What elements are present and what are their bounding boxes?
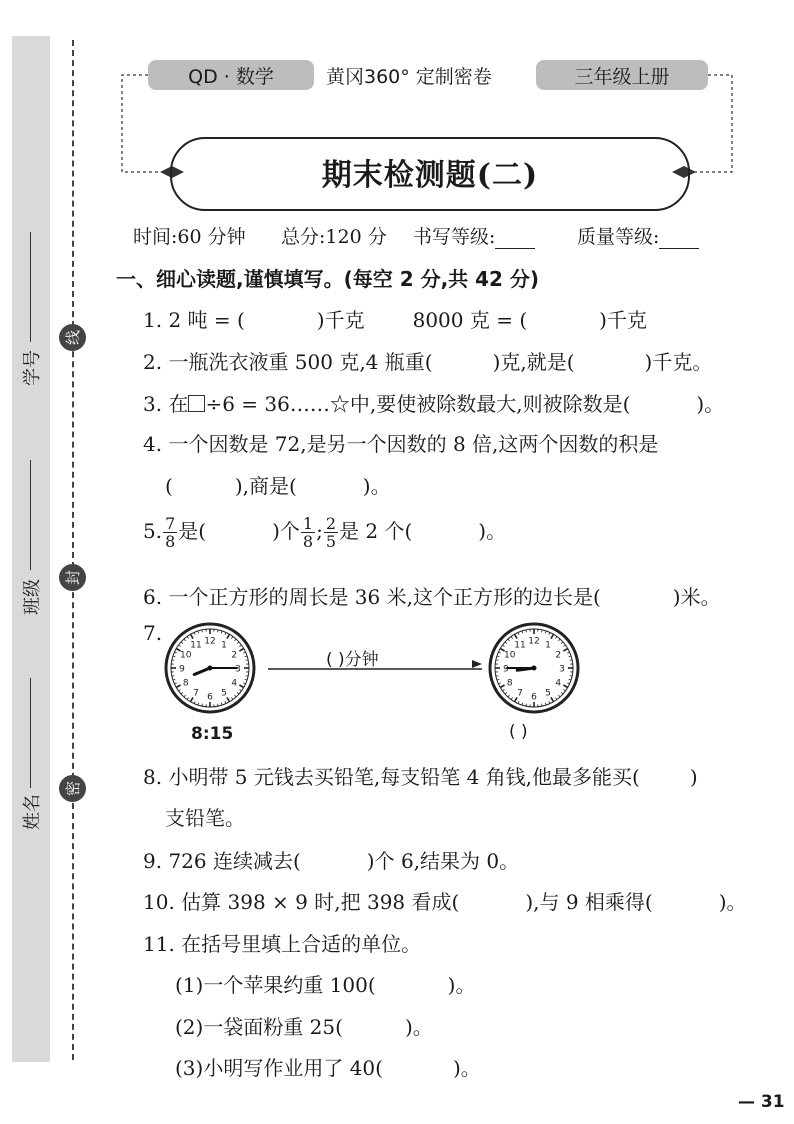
- svg-text:7: 7: [193, 688, 199, 699]
- question-8-line-2: 支铅笔。: [165, 806, 245, 830]
- class-label: 班级: [22, 579, 43, 615]
- class-line: [30, 460, 32, 570]
- total-score-info: 总分:120 分: [281, 226, 387, 248]
- square-box-icon: [188, 395, 205, 412]
- svg-text:3: 3: [235, 664, 241, 675]
- question-9: 9. 726 连续减去( )个 6,结果为 0。: [143, 849, 520, 873]
- fraction-1-8: $\frac{1}{8}$: [302, 514, 314, 551]
- quality-grade-blank[interactable]: [659, 232, 699, 249]
- svg-text:2: 2: [555, 650, 562, 661]
- student-id-line: [30, 232, 32, 342]
- svg-text:11: 11: [190, 640, 202, 651]
- clock-right-icon: [490, 624, 578, 712]
- svg-text:1: 1: [221, 640, 227, 651]
- right-clock-time-blank[interactable]: ( ): [509, 722, 528, 742]
- student-id-label: 学号: [22, 350, 43, 386]
- svg-text:12: 12: [528, 636, 540, 647]
- time-info: 时间:60 分钟: [133, 226, 246, 248]
- question-11-part-1: (1)一个苹果约重 100( )。: [175, 973, 476, 997]
- writing-grade-info: 书写等级:: [413, 222, 535, 249]
- question-11-part-3: (3)小明写作业用了 40( )。: [175, 1056, 481, 1080]
- question-3: 3. 在 ÷6 = 36……☆中,要使被除数最大,则被除数是( )。: [143, 392, 725, 416]
- svg-text:3: 3: [559, 664, 565, 675]
- svg-text:8: 8: [182, 678, 189, 689]
- elapsed-minutes-label: ( )分钟: [326, 650, 379, 670]
- quality-grade-info: 质量等级:: [577, 222, 699, 249]
- svg-text:5: 5: [545, 688, 551, 699]
- question-11-part-2: (2)一袋面粉重 25( )。: [175, 1015, 433, 1039]
- svg-text:8: 8: [506, 678, 513, 689]
- name-label: 姓名: [22, 794, 43, 830]
- svg-text:6: 6: [207, 692, 213, 703]
- question-11: 11. 在括号里填上合适的单位。: [143, 932, 422, 956]
- svg-text:11: 11: [514, 640, 526, 651]
- svg-text:9: 9: [503, 664, 509, 675]
- svg-text:10: 10: [180, 650, 192, 661]
- svg-text:1: 1: [545, 640, 551, 651]
- question-6: 6. 一个正方形的周长是 36 米,这个正方形的边长是( )米。: [143, 585, 721, 609]
- svg-text:2: 2: [231, 650, 238, 661]
- svg-text:7: 7: [517, 688, 523, 699]
- grade-pill: 三年级上册: [536, 60, 708, 90]
- page-title: 期末检测题(二): [321, 158, 539, 193]
- svg-text:5: 5: [221, 688, 227, 699]
- seal-line-mark: 线: [59, 324, 86, 351]
- left-clock-time: 8:15: [191, 724, 234, 744]
- question-1: 1. 2 吨 = ( )千克 8000 克 = ( )千克: [143, 308, 647, 332]
- question-2: 2. 一瓶洗衣液重 500 克,4 瓶重( )克,就是( )千克。: [143, 350, 713, 374]
- series-name: 黄冈360° 定制密卷: [326, 66, 492, 88]
- question-4-line-1: 4. 一个因数是 72,是另一个因数的 8 倍,这两个因数的积是: [143, 432, 659, 456]
- question-10: 10. 估算 398 × 9 时,把 398 看成( ),与 9 相乘得( )。: [143, 890, 747, 914]
- question-4-line-2: ( ),商是( )。: [165, 474, 391, 498]
- svg-text:10: 10: [504, 650, 516, 661]
- writing-grade-blank[interactable]: [495, 232, 535, 249]
- fraction-2-5: $\frac{2}{5}$: [325, 514, 337, 551]
- seal-seal-mark: 封: [59, 564, 86, 591]
- seal-dense-mark: 密: [59, 775, 86, 802]
- svg-text:9: 9: [179, 664, 185, 675]
- subject-pill: QD · 数学: [148, 60, 314, 90]
- question-7-number: 7.: [143, 621, 163, 645]
- svg-text:12: 12: [204, 636, 216, 647]
- clock-diagram: [160, 614, 600, 724]
- svg-text:4: 4: [555, 678, 562, 689]
- svg-text:6: 6: [531, 692, 537, 703]
- page-number: — 31: [738, 1092, 785, 1112]
- section-heading: 一、细心读题,谨慎填写。(每空 2 分,共 42 分): [116, 267, 540, 291]
- name-line: [30, 678, 32, 788]
- fraction-7-8: $\frac{7}{8}$: [165, 514, 176, 551]
- question-8-line-1: 8. 小明带 5 元钱去买铅笔,每支铅笔 4 角钱,他最多能买( ): [143, 765, 698, 789]
- question-5: 5. $\frac{7}{8}$ 是( )个 $\frac{1}{8}$ ; $\frac{2}{5}$ 是 2 个( )。: [143, 514, 507, 551]
- arrow-head-icon: [472, 660, 482, 668]
- svg-text:4: 4: [231, 678, 238, 689]
- clock-left-icon: [166, 624, 254, 712]
